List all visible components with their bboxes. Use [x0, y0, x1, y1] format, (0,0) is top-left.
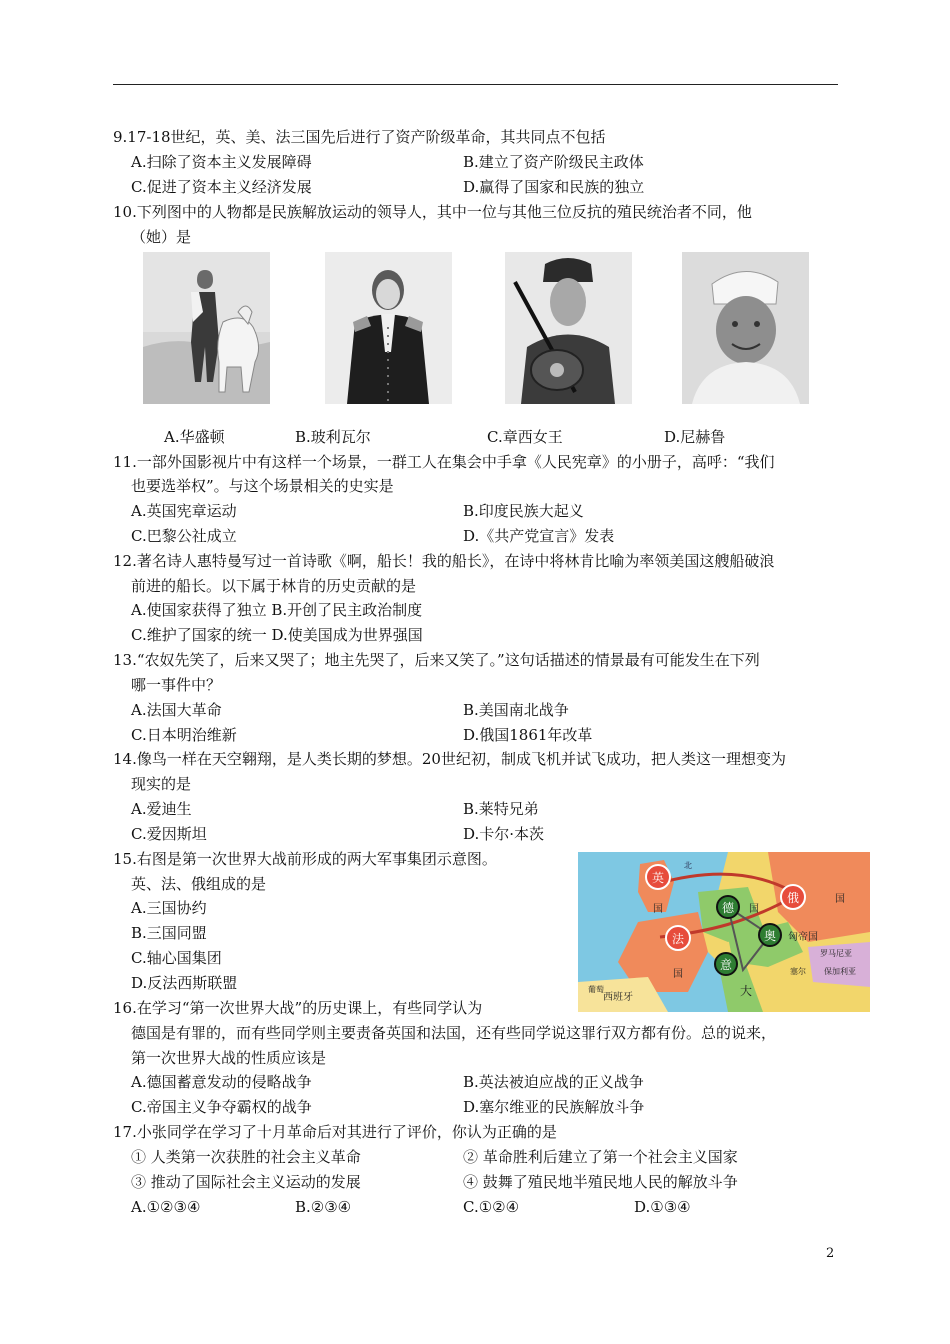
map-label-austria-sub: 匈帝国	[788, 932, 818, 943]
map-label-britain-sub: 国	[653, 904, 663, 915]
q15-option-c: C.轴心国集团	[131, 949, 222, 967]
q16-stem: 16.在学习“第一次世界大战”的历史课上，有些同学认为	[113, 999, 483, 1017]
map-label-germany-sub: 国	[749, 904, 759, 915]
q11-stem: 11.一部外国影视片中有这样一个场景，一群工人在集会中手拿《人民宪章》的小册子，高呼：“我们	[113, 453, 775, 471]
q13-option-b: B.美国南北战争	[463, 701, 569, 719]
q9-option-a: A.扫除了资本主义发展障碍	[131, 153, 312, 171]
q10-option-a: A.华盛顿	[164, 428, 225, 446]
q15-option-d: D.反法西斯联盟	[131, 974, 238, 992]
q17-option-a: A.①②③④	[131, 1198, 201, 1216]
header-rule	[113, 84, 838, 85]
q16-option-c: C.帝国主义争夺霸权的战争	[131, 1098, 312, 1116]
q14-option-b: B.莱特兄弟	[463, 800, 539, 818]
q13-stem: 13.“农奴先笑了，后来又哭了；地主先哭了，后来又笑了。”这句话描述的情景最有可能发生在下列	[113, 651, 760, 669]
bolivar-portrait	[325, 252, 452, 404]
q17-stem: 17.小张同学在学习了十月革命后对其进行了评价，你认为正确的是	[113, 1123, 557, 1141]
q10-option-d: D.尼赫鲁	[664, 428, 726, 446]
nehru-portrait	[682, 252, 809, 404]
q12-stem-cont: 前进的船长。以下属于林肯的历史贡献的是	[131, 577, 417, 595]
q10-stem: 10.下列图中的人物都是民族解放运动的领导人，其中一位与其他三位反抗的殖民统治者不同，他	[113, 203, 752, 221]
q12-stem: 12.著名诗人惠特曼写过一首诗歌《啊，船长！我的船长》，在诗中将林肯比喻为率领美国这艘船破浪	[113, 552, 775, 570]
map-label-germany: 德	[721, 901, 735, 915]
map-label-serbia: 塞尔	[790, 967, 806, 976]
q13-stem-cont: 哪一事件中？	[131, 676, 222, 694]
q16-option-d: D.塞尔维亚的民族解放斗争	[463, 1098, 645, 1116]
q14-option-d: D.卡尔·本茨	[463, 825, 545, 843]
washington-portrait	[143, 252, 270, 404]
map-label-austria: 奥	[763, 929, 777, 943]
q17-item-4: ④ 鼓舞了殖民地半殖民地人民的解放斗争	[463, 1173, 738, 1191]
q17-option-d: D.①③④	[634, 1198, 691, 1216]
q15-stem-cont: 英、法、俄组成的是	[131, 875, 267, 893]
q11-option-a: A.英国宪章运动	[131, 502, 237, 520]
rani-lakshmibai-portrait	[505, 252, 632, 404]
q16-stem-cont: 德国是有罪的，而有些同学则主要责备英国和法国，还有些同学说这罪行双方都有份。总的说来，	[131, 1024, 777, 1042]
q16-option-b: B.英法被迫应战的正义战争	[463, 1073, 644, 1091]
q12-options-ab: A.使国家获得了独立 B.开创了民主政治制度	[131, 601, 423, 619]
q17-option-c: C.①②④	[463, 1198, 520, 1216]
q15-option-a: A.三国协约	[131, 899, 207, 917]
q14-option-a: A.爱迪生	[131, 800, 192, 818]
q14-option-c: C.爱因斯坦	[131, 825, 207, 843]
map-label-sea: 北	[684, 861, 692, 870]
q12-options-cd: C.维护了国家的统一 D.使美国成为世界强国	[131, 626, 423, 644]
q17-item-2: ② 革命胜利后建立了第一个社会主义国家	[463, 1148, 738, 1166]
q13-option-a: A.法国大革命	[131, 701, 222, 719]
map-label-portugal: 葡萄	[588, 985, 604, 994]
q9-option-d: D.赢得了国家和民族的独立	[463, 178, 645, 196]
q15-option-b: B.三国同盟	[131, 924, 207, 942]
ww1-alliances-map	[578, 852, 870, 1012]
q16-option-a: A.德国蓄意发动的侵略战争	[131, 1073, 312, 1091]
q14-stem: 14.像鸟一样在天空翱翔，是人类长期的梦想。20世纪初，制成飞机并试飞成功，把人类这一理想变为	[113, 750, 786, 768]
q17-item-1: ① 人类第一次获胜的社会主义革命	[131, 1148, 361, 1166]
map-label-britain: 英	[651, 871, 665, 885]
q9-option-b: B.建立了资产阶级民主政体	[463, 153, 644, 171]
map-label-spain: 西班牙	[603, 992, 633, 1003]
q17-option-b: B.②③④	[295, 1198, 352, 1216]
q16-stem-cont2: 第一次世界大战的性质应该是	[131, 1049, 327, 1067]
q11-option-d: D.《共产党宣言》发表	[463, 527, 615, 545]
map-label-russia: 俄	[786, 891, 800, 905]
q9-option-c: C.促进了资本主义经济发展	[131, 178, 312, 196]
q15-stem: 15.右图是第一次世界大战前形成的两大军事集团示意图。	[113, 850, 497, 868]
page-number: 2	[826, 1246, 835, 1261]
q10-stem-cont: （她）是	[131, 228, 192, 246]
q11-option-c: C.巴黎公社成立	[131, 527, 237, 545]
q13-option-c: C.日本明治维新	[131, 726, 237, 744]
map-label-bulgaria: 保加利亚	[824, 967, 856, 976]
q10-option-b: B.玻利瓦尔	[295, 428, 371, 446]
q11-option-b: B.印度民族大起义	[463, 502, 584, 520]
q17-item-3: ③ 推动了国际社会主义运动的发展	[131, 1173, 361, 1191]
q10-option-c: C.章西女王	[487, 428, 563, 446]
map-label-russia-sub: 国	[835, 894, 845, 905]
map-label-italy-sub: 大	[739, 984, 753, 998]
map-label-france-sub: 国	[673, 969, 683, 980]
q9-stem: 9.17-18世纪，英、美、法三国先后进行了资产阶级革命，其共同点不包括	[113, 128, 606, 146]
q11-stem-cont: 也要选举权”。与这个场景相关的史实是	[131, 477, 394, 495]
map-label-italy: 意	[719, 958, 733, 972]
map-label-france: 法	[671, 932, 685, 946]
q13-option-d: D.俄国1861年改革	[463, 726, 593, 744]
q14-stem-cont: 现实的是	[131, 775, 192, 793]
map-label-romania: 罗马尼亚	[820, 949, 852, 958]
